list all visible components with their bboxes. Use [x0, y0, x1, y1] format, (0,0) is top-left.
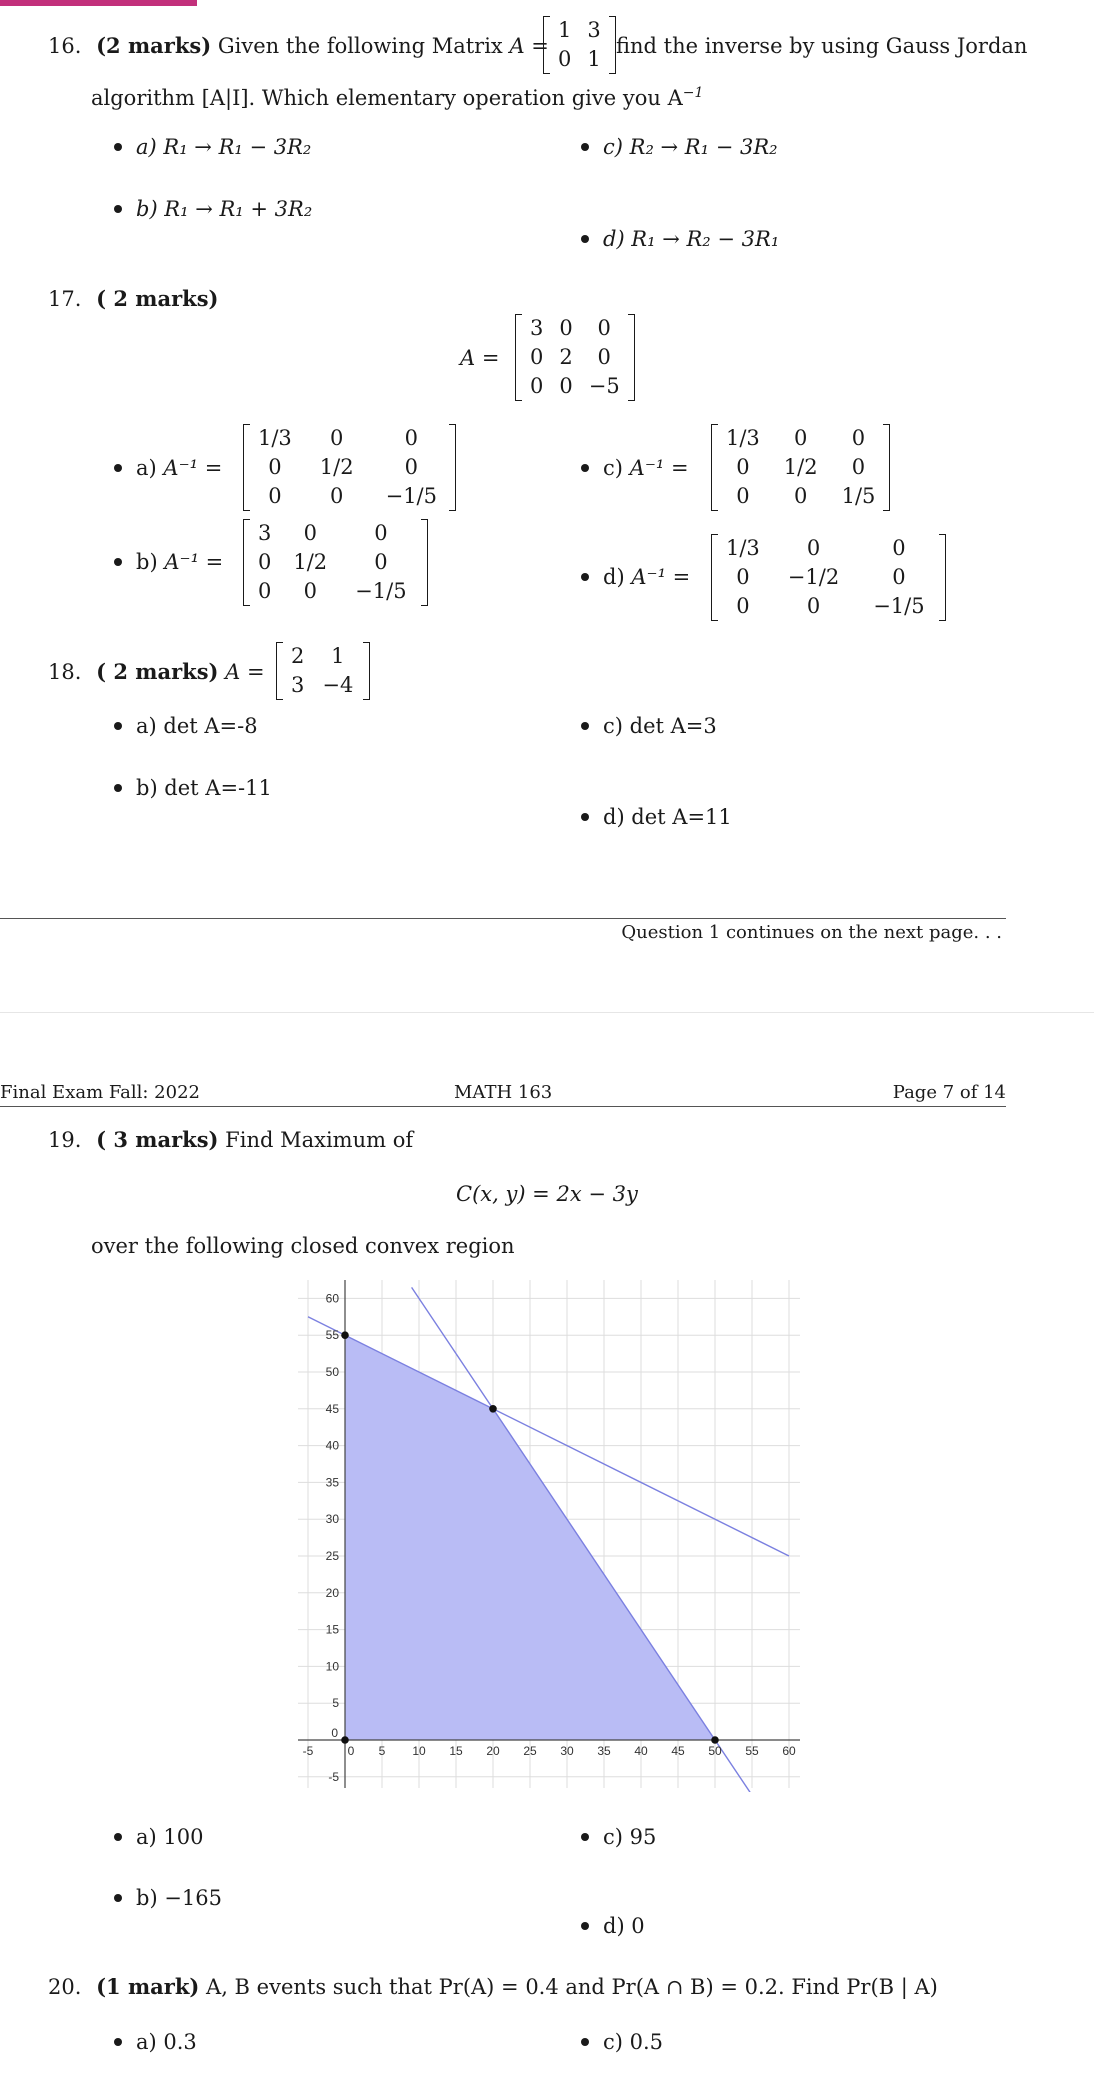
y-tick-label: 55: [325, 1328, 339, 1343]
q17-option-a[interactable]: a) A⁻¹ =: [114, 456, 222, 480]
q17-option-d-matrix: 1/3 0 0 0 −1/2 0 0 0 −1/5: [711, 534, 946, 621]
q16-option-d[interactable]: d) R₁ → R₂ − 3R₁: [581, 227, 779, 251]
vertex-point: [489, 1405, 497, 1413]
y-tick-label: 40: [325, 1438, 339, 1453]
q17-option-b-matrix: 3 0 0 0 1/2 0 0 0 −1/5: [243, 519, 428, 606]
q18-option-c[interactable]: c) det A=3: [581, 714, 717, 738]
q17-option-b[interactable]: b) A⁻¹ =: [114, 550, 223, 574]
q17-matrix-label: A =: [460, 346, 500, 370]
q19-option-b[interactable]: b) −165: [114, 1886, 222, 1910]
header-left: Final Exam Fall: 2022: [0, 1082, 200, 1103]
x-tick-label: 55: [745, 1744, 759, 1758]
question-marks: (2 marks): [96, 33, 212, 58]
objective-formula: C(x, y) = 2x − 3y: [456, 1182, 638, 1206]
q16-option-c[interactable]: c) R₂ → R₁ − 3R₂: [581, 135, 778, 159]
q18-matrix: 2 1 3 −4: [276, 642, 370, 700]
matrix-label: A =: [509, 34, 549, 58]
q20-option-a[interactable]: a) 0.3: [114, 2030, 197, 2054]
x-tick-label: 5: [378, 1744, 386, 1758]
q16-option-a[interactable]: a) R₁ → R₁ − 3R₂: [114, 135, 311, 159]
q17-option-a-matrix: 1/3 0 0 0 1/2 0 0 0 −1/5: [243, 424, 456, 511]
x-tick-label: 30: [560, 1744, 574, 1758]
q16-option-b[interactable]: b) R₁ → R₁ + 3R₂: [114, 197, 312, 221]
top-accent-bar: [0, 0, 197, 6]
y-tick-label: 10: [325, 1659, 339, 1674]
x-tick-label: 15: [449, 1744, 463, 1758]
q17-option-c[interactable]: c) A⁻¹ =: [581, 456, 689, 480]
y-tick-label: 30: [325, 1512, 339, 1527]
q17-option-d[interactable]: d) A⁻¹ =: [581, 565, 690, 589]
y-tick-label: 0: [331, 1726, 338, 1740]
footer-rule: [0, 918, 1006, 919]
vertex-point: [711, 1736, 719, 1744]
y-tick-label: 35: [325, 1475, 339, 1490]
y-tick-label: 15: [325, 1622, 339, 1637]
question-number: 16.: [48, 34, 82, 58]
question-20: 20. (1 mark) A, B events such that Pr(A) = 0.4 and Pr(A ∩ B) = 0.2. Find Pr(B | A): [48, 1974, 938, 1999]
y-tick-label: -5: [328, 1769, 339, 1784]
q17-matrix: 3 0 0 0 2 0 0 0 −5: [515, 314, 635, 401]
header-right: Page 7 of 14: [892, 1082, 1006, 1103]
y-tick-label: 20: [325, 1585, 339, 1600]
x-tick-label: 20: [486, 1744, 500, 1758]
x-tick-label: 35: [597, 1744, 611, 1758]
feasible-region-chart: [290, 1278, 810, 1792]
vertex-point: [341, 1331, 349, 1339]
y-tick-label: 45: [325, 1401, 339, 1416]
x-tick-label: 10: [412, 1744, 426, 1758]
x-tick-label: 25: [523, 1744, 537, 1758]
q18-option-d[interactable]: d) det A=11: [581, 805, 732, 829]
x-tick-label: -5: [302, 1744, 314, 1758]
question-text: Given the following Matrix: [217, 34, 503, 58]
q19-option-d[interactable]: d) 0: [581, 1914, 645, 1938]
x-tick-label: 45: [671, 1744, 685, 1758]
y-tick-label: 25: [325, 1549, 339, 1563]
header-center: MATH 163: [454, 1082, 553, 1103]
vertex-point: [341, 1736, 349, 1744]
continue-note: Question 1 continues on the next page. . .: [621, 922, 1002, 943]
question-17: 17. ( 2 marks): [48, 286, 219, 311]
q19-text2: over the following closed convex region: [91, 1234, 515, 1258]
q18-option-b[interactable]: b) det A=-11: [114, 776, 272, 800]
question-16: [48, 32, 549, 60]
q16-text-b: find the inverse by using Gauss Jordan: [616, 34, 1028, 58]
q16-line2: algorithm [A|I]. Which elementary operation give you $A^{-1}$: [91, 85, 704, 110]
page-separator: [0, 1012, 1094, 1013]
question-18: 18. ( 2 marks) A =: [48, 659, 265, 684]
x-tick-label: 50: [708, 1744, 722, 1758]
x-tick-label: 0: [347, 1744, 355, 1758]
q18-option-a[interactable]: a) det A=-8: [114, 714, 258, 738]
q17-option-c-matrix: 1/3 0 0 0 1/2 0 0 0 1/5: [711, 424, 890, 511]
q19-option-a[interactable]: a) 100: [114, 1825, 203, 1849]
x-tick-label: 60: [782, 1744, 796, 1758]
x-tick-label: 40: [634, 1744, 648, 1758]
q19-option-c[interactable]: c) 95: [581, 1825, 656, 1849]
q20-option-c[interactable]: c) 0.5: [581, 2030, 663, 2054]
y-tick-label: 60: [325, 1291, 339, 1306]
header-rule: [0, 1106, 1006, 1107]
y-tick-label: 5: [332, 1696, 339, 1711]
q16-matrix: 1 3 0 1: [543, 16, 616, 74]
y-tick-label: 50: [325, 1365, 339, 1379]
question-19: 19. ( 3 marks) Find Maximum of: [48, 1127, 414, 1152]
